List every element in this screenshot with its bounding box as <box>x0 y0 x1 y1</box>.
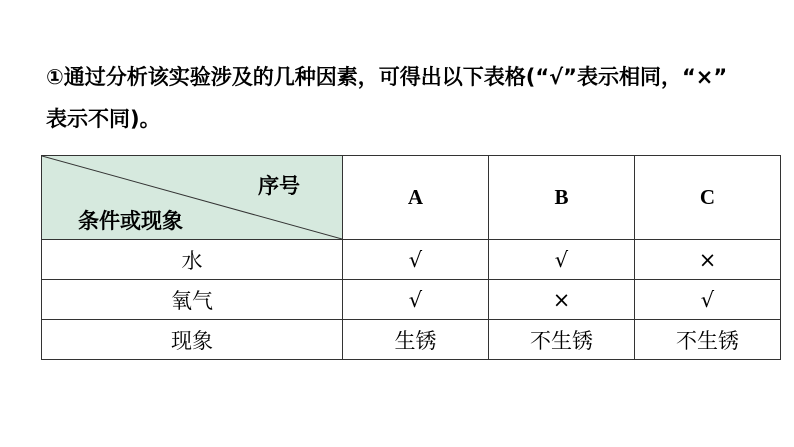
row-label-oxygen: 氧气 <box>42 280 343 320</box>
intro-line-1: ①通过分析该实验涉及的几种因素，可得出以下表格(“√”表示相同，“×” <box>46 65 728 89</box>
cell-water-b: √ <box>489 240 635 280</box>
cell-oxygen-c: √ <box>635 280 781 320</box>
diagonal-header-cell <box>42 156 343 240</box>
table-row-phenomenon <box>42 320 781 360</box>
header-condition-label: 条件或现象 <box>78 209 183 233</box>
cell-water-a: √ <box>343 240 489 280</box>
experiment-table <box>41 155 781 360</box>
column-header-a: A <box>343 156 489 240</box>
cell-phenomenon-a: 生锈 <box>343 320 489 360</box>
cell-oxygen-b: × <box>489 280 635 320</box>
cell-phenomenon-b: 不生锈 <box>489 320 635 360</box>
table-row-oxygen <box>42 280 781 320</box>
column-header-c: C <box>635 156 781 240</box>
cell-phenomenon-c: 不生锈 <box>635 320 781 360</box>
table-row-water <box>42 240 781 280</box>
cell-water-c: × <box>635 240 781 280</box>
intro-paragraph <box>46 56 786 140</box>
row-label-phenomenon: 现象 <box>42 320 343 360</box>
header-serial-label: 序号 <box>258 174 300 198</box>
intro-line-2: 表示不同)。 <box>46 107 161 131</box>
cell-oxygen-a: √ <box>343 280 489 320</box>
table-header-row <box>42 156 781 240</box>
column-header-b: B <box>489 156 635 240</box>
row-label-water: 水 <box>42 240 343 280</box>
